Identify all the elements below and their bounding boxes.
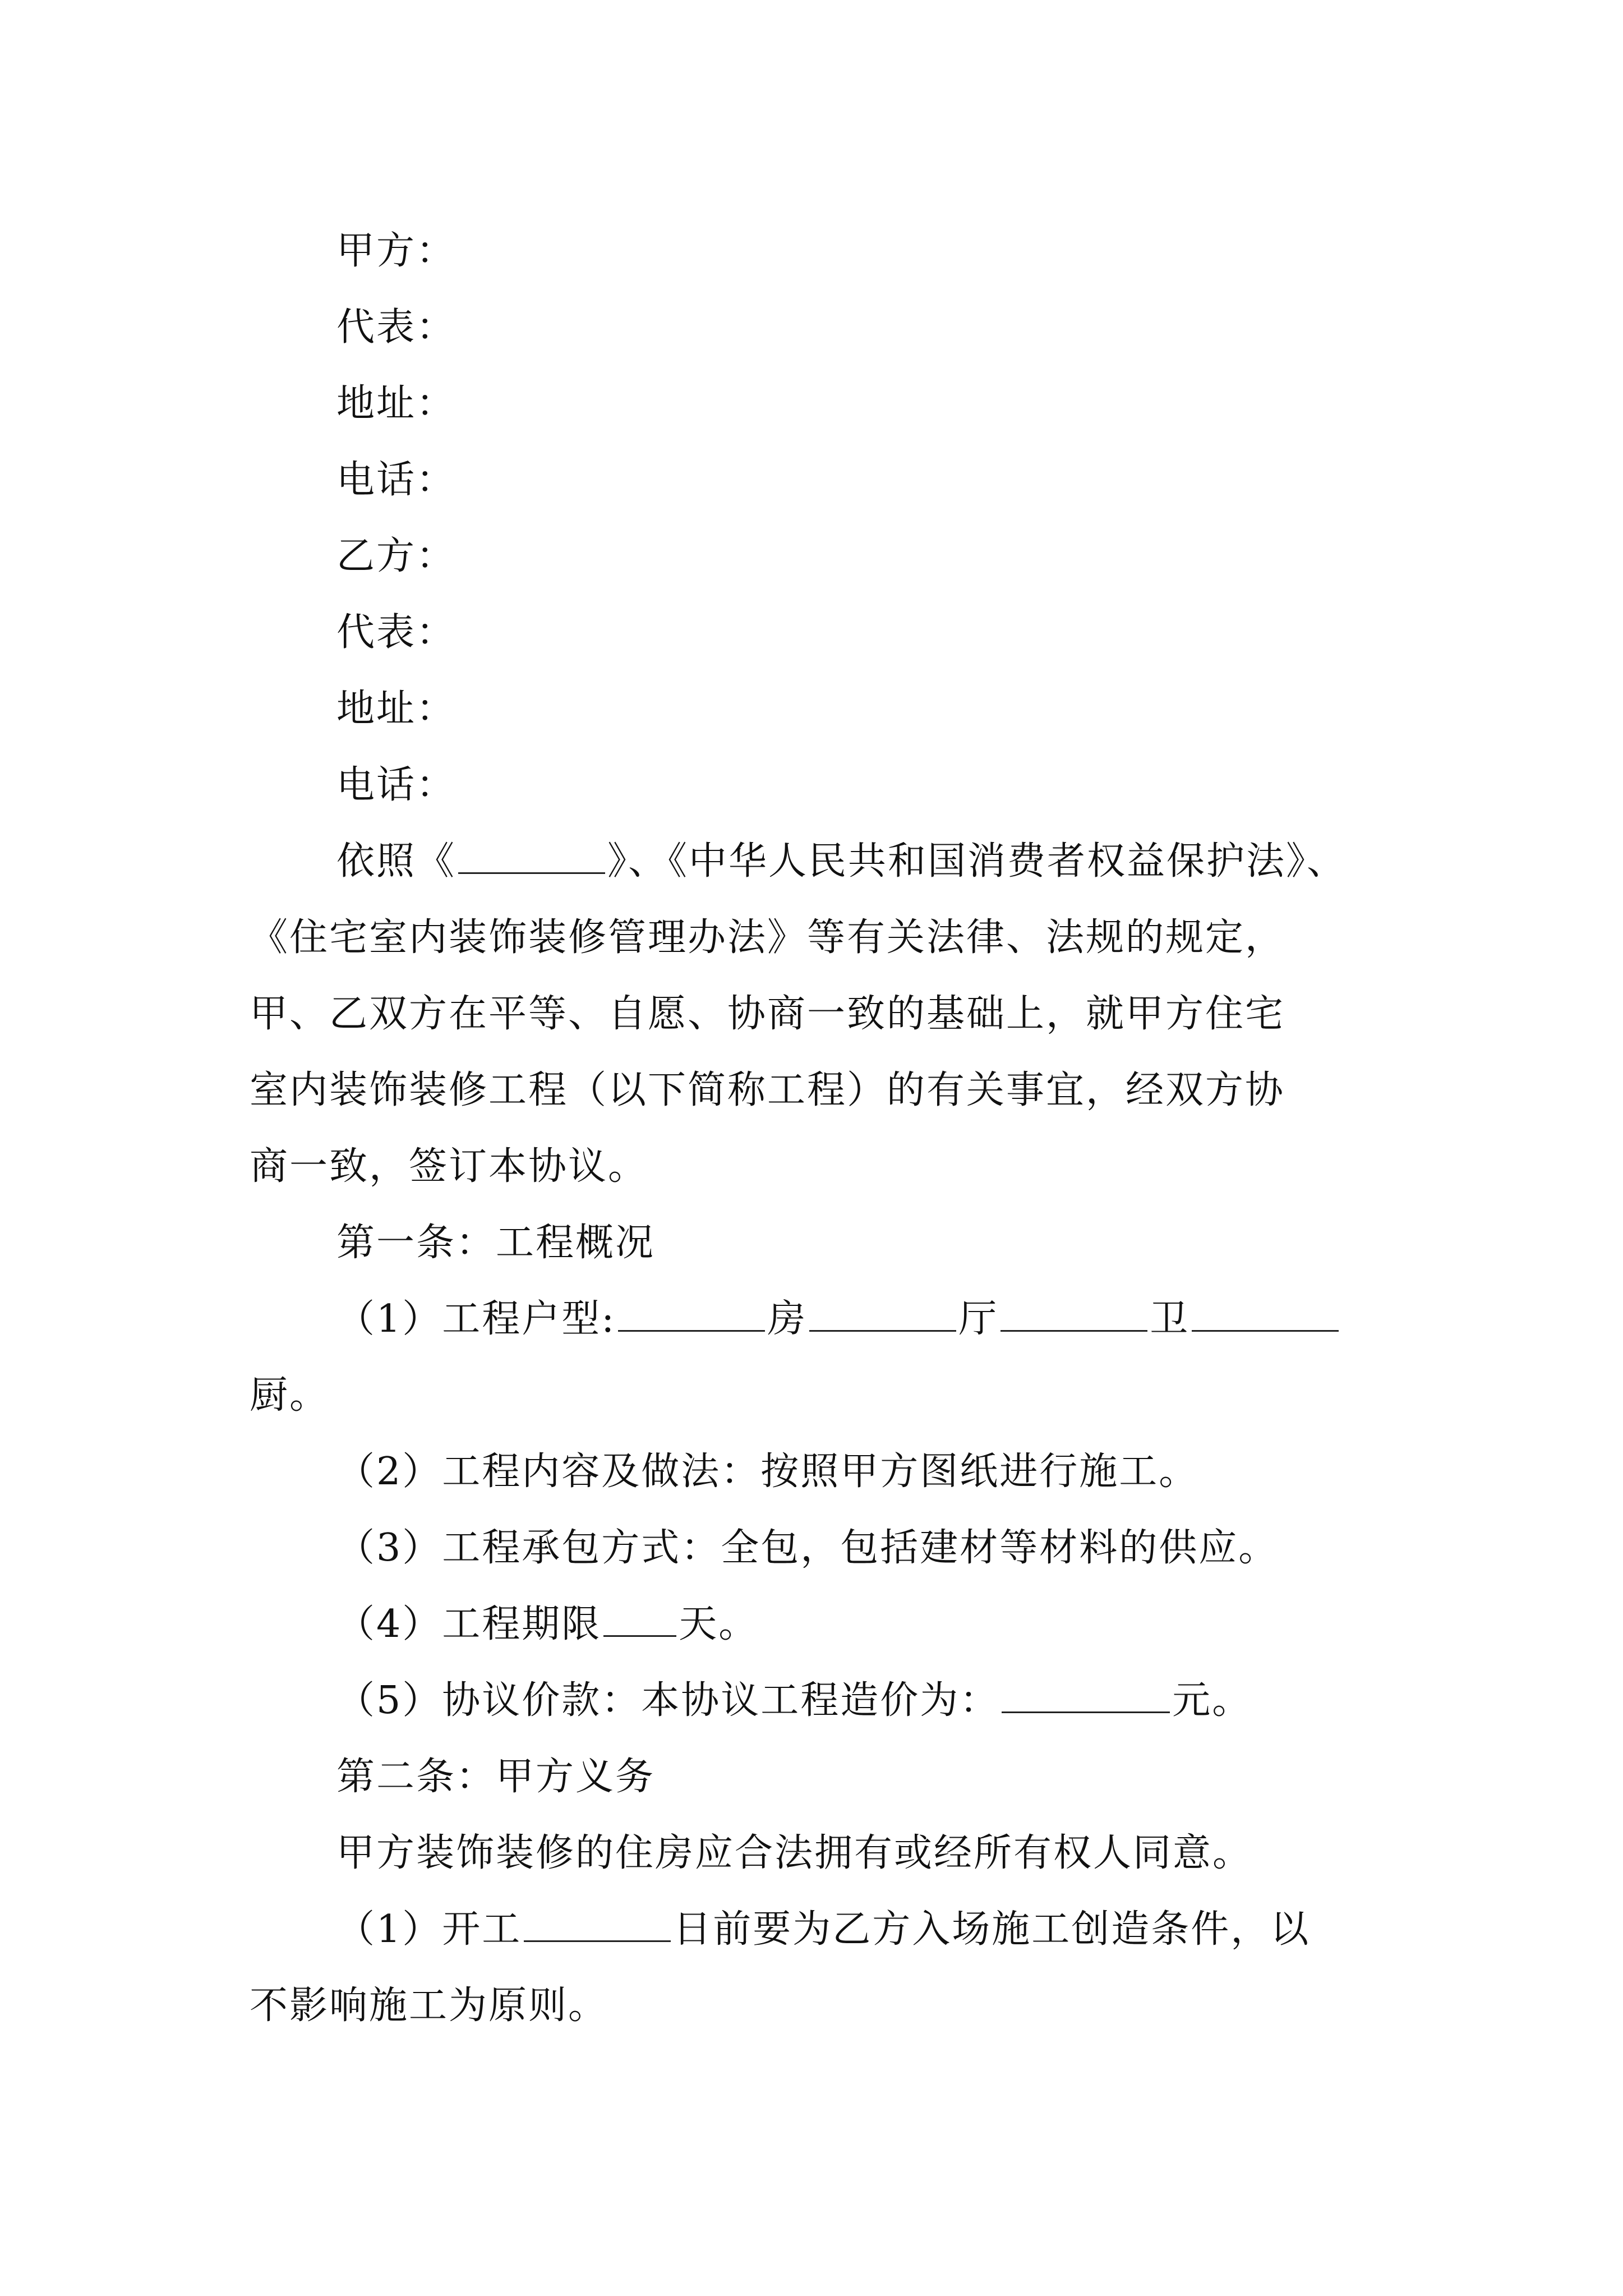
- party-a-representative: 代表：: [336, 305, 457, 349]
- party-b-address: 地址：: [336, 687, 457, 731]
- contract-body: [250, 213, 1394, 2044]
- price-label: （5）协议价款：本协议工程造价为：: [336, 1678, 1000, 1723]
- preamble-line-1-start: 依照《: [336, 839, 457, 884]
- article-2-intro: 甲方装饰装修的住房应合法拥有或经所有权人同意。: [336, 1831, 1253, 1875]
- baths-blank: [1000, 1293, 1147, 1332]
- law-name-blank: [458, 835, 605, 874]
- article-2-title: 第二条：甲方义务: [336, 1755, 656, 1799]
- price-unit: 元。: [1172, 1678, 1252, 1723]
- rooms-blank: [618, 1293, 765, 1332]
- article-1-item-5: [250, 1663, 1394, 1739]
- article-2-item-1-continued: 不影响施工为原则。: [250, 1984, 608, 2028]
- start-date-text: 日前要为乙方入场施工创造条件，以: [673, 1907, 1311, 1952]
- start-date-blank: [524, 1903, 671, 1942]
- preamble-line-1-end: 》、《中华人民共和国消费者权益保护法》、: [607, 839, 1347, 884]
- preamble-line-3: 甲、乙双方在平等、自愿、协商一致的基础上，就甲方住宅: [250, 992, 1285, 1036]
- hall-unit: 厅: [958, 1297, 999, 1341]
- preamble-line-2: 《住宅室内装饰装修管理办法》等有关法律、法规的规定，: [250, 915, 1285, 960]
- party-a-address: 地址：: [336, 381, 457, 426]
- article-1-item-4: [250, 1586, 1394, 1663]
- article-2-item-1: [250, 1892, 1394, 1968]
- duration-unit: 天。: [679, 1602, 759, 1646]
- bath-unit: 卫: [1150, 1297, 1190, 1341]
- article-1-item-1: [250, 1281, 1394, 1358]
- preamble-line-5: 商一致，签订本协议。: [250, 1144, 648, 1189]
- party-b-representative: 代表：: [336, 610, 457, 655]
- start-date-label: （1）开工: [336, 1907, 522, 1952]
- preamble-line-1: [250, 823, 1394, 900]
- party-b-name: 乙方：: [336, 534, 457, 578]
- room-unit: 房: [767, 1297, 808, 1341]
- house-type-label: （1）工程户型:: [336, 1297, 616, 1341]
- duration-blank: [603, 1598, 676, 1637]
- party-a-name: 甲方：: [336, 229, 457, 273]
- preamble-line-4: 室内装饰装修工程（以下简称工程）的有关事宜，经双方协: [250, 1068, 1285, 1112]
- article-1-item-2: （2）工程内容及做法：按照甲方图纸进行施工。: [336, 1450, 1199, 1494]
- halls-blank: [809, 1293, 956, 1332]
- article-1-item-3: （3）工程承包方式：全包，包括建材等材料的供应。: [336, 1526, 1279, 1570]
- party-a-phone: 电话：: [336, 458, 457, 502]
- price-blank: [1002, 1674, 1170, 1713]
- article-1-item-1-continued: 厨。: [250, 1373, 330, 1418]
- duration-label: （4）工程期限: [336, 1602, 602, 1646]
- kitchens-blank: [1192, 1293, 1339, 1332]
- party-b-phone: 电话：: [336, 763, 457, 807]
- article-1-title: 第一条：工程概况: [336, 1221, 656, 1265]
